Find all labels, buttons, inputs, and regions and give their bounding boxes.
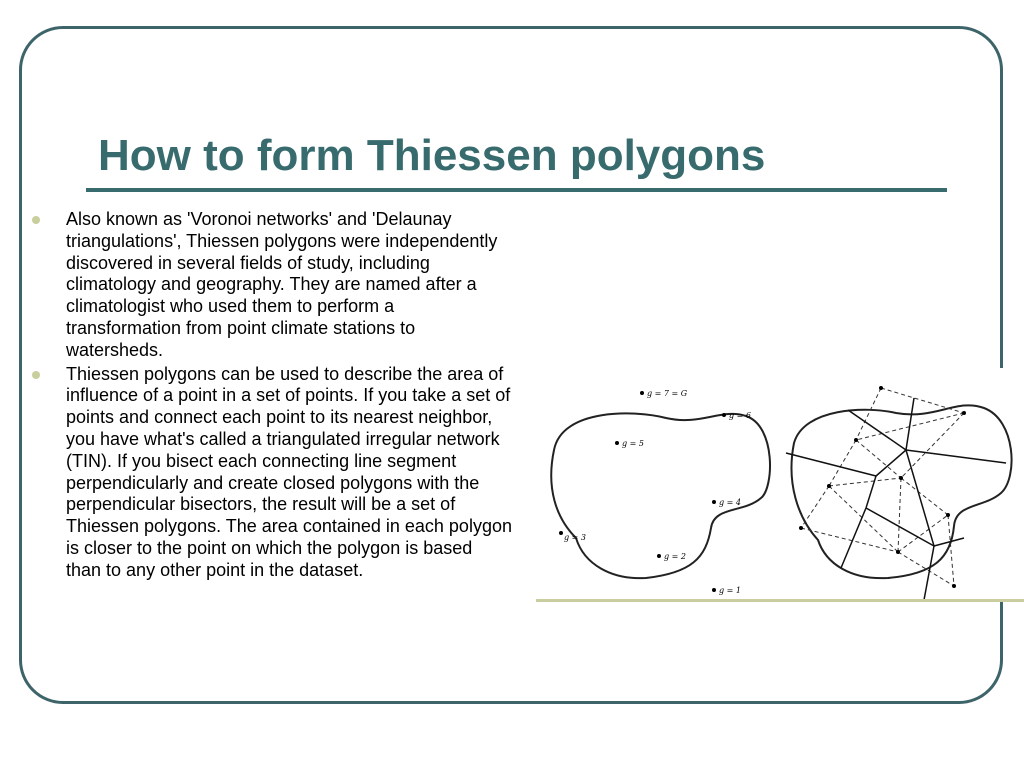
bullet-item-2: [32, 364, 512, 582]
thiessen-diagram: [536, 368, 1024, 600]
left-points: [559, 391, 726, 592]
bullet-list: [32, 209, 512, 584]
bullet-dot-icon: [32, 371, 40, 379]
title-underline: [86, 188, 947, 192]
label-g5: g = 5: [622, 439, 644, 448]
thiessen-figure: [536, 368, 1024, 600]
slide-title: How to form Thiessen polygons: [98, 131, 766, 180]
label-g4: g = 4: [719, 498, 741, 507]
bullet-dot-icon: [32, 216, 40, 224]
right-boundary: [791, 405, 1011, 578]
bullet-text-2: Thiessen polygons can be used to describe the area of influence of a point in a set of points. If you take a set of points and connect each point to its nearest neighbor, you have what's called a triangulated irregular network (TIN). If you bisect each connecting line segment perpendicularly and create closed polygons with the perpendicular bisectors, the result will be a set of Thiessen polygons. The area contained in each polygon is closer to the point on which the polygon is based than to any other point in the dataset.: [66, 363, 512, 580]
thiessen-edges: [786, 398, 1006, 600]
label-g1: g = 1: [719, 586, 741, 595]
bullet-text-1: Also known as 'Voronoi networks' and 'Delaunay triangulations', Thiessen polygons were independently discovered in several fields of study, including climatology and geography. They are named after a climatologist who used them to perform a transformation from point climate stations to watersheds.: [66, 209, 498, 360]
label-g6: g = 6: [729, 411, 751, 420]
tin-edges: [801, 388, 964, 586]
label-g7: g = 7 = G: [647, 389, 688, 398]
figure-bottom-rule: [536, 599, 1024, 602]
label-g3: g = 3: [564, 533, 586, 542]
left-boundary: [551, 413, 770, 578]
bullet-item-1: [32, 209, 512, 362]
label-g2: g = 2: [664, 552, 686, 561]
